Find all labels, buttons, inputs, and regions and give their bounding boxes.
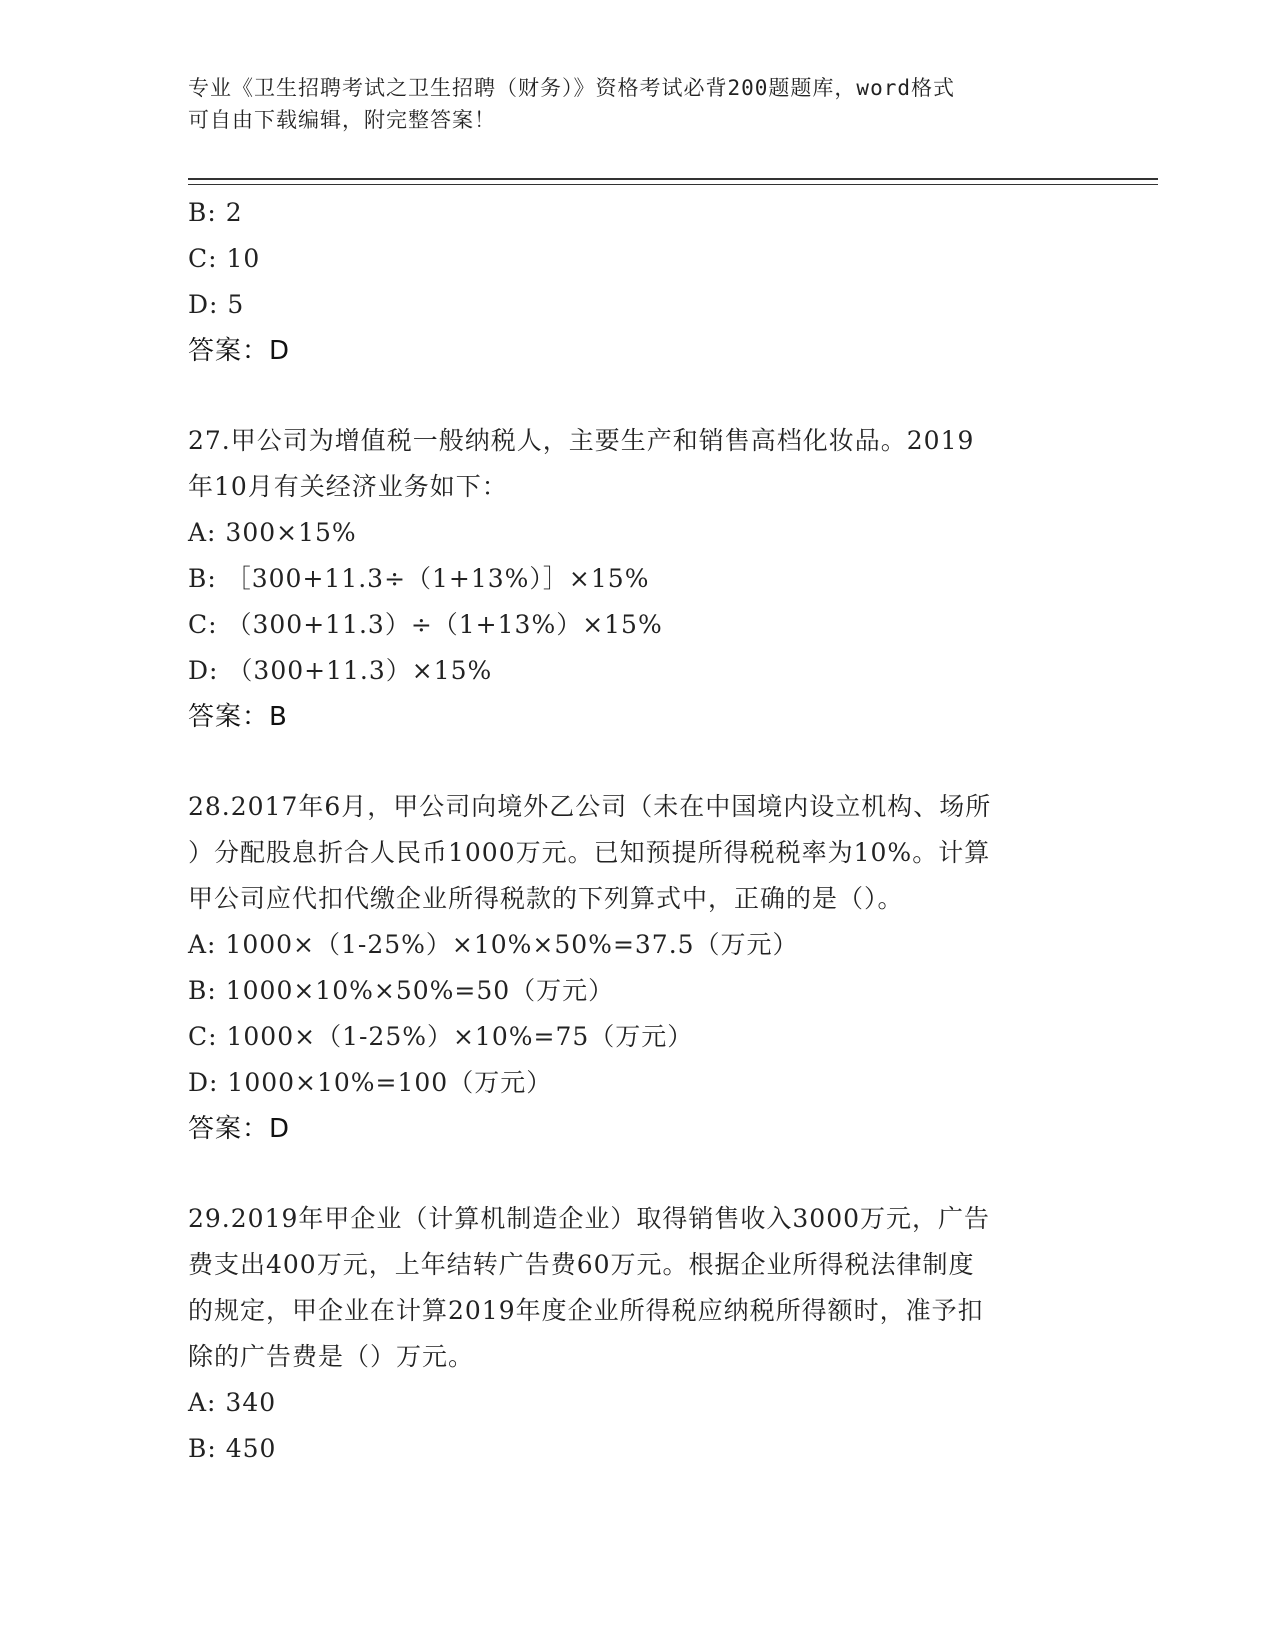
question-28-block <box>188 784 1088 1152</box>
question-text-line: 费支出400万元，上年结转广告费60万元。根据企业所得税法律制度 <box>188 1250 975 1279</box>
option-line: A: 340 <box>188 1388 277 1417</box>
answer-line: 答案：B <box>188 702 288 732</box>
option-line: D: 1000×10%=100（万元） <box>188 1068 553 1097</box>
document-header <box>188 72 1088 136</box>
option-line: B: ［300+11.3÷（1+13%）］×15% <box>188 564 650 593</box>
header-line-2: 可自由下载编辑，附完整答案！ <box>188 108 496 132</box>
question-text-line: 除的广告费是（）万元。 <box>188 1342 475 1371</box>
answer-line: 答案：D <box>188 1114 291 1144</box>
option-line: D: （300+11.3）×15% <box>188 656 493 685</box>
question-29-block <box>188 1196 1088 1472</box>
option-line: A: 300×15% <box>188 518 357 547</box>
option-line: C: 10 <box>188 244 261 273</box>
option-line: C: （300+11.3）÷（1+13%）×15% <box>188 610 663 639</box>
question-text-line: 28.2017年6月，甲公司向境外乙公司（未在中国境内设立机构、场所 <box>188 792 992 821</box>
option-line: B: 450 <box>188 1434 277 1463</box>
question-text-line: 27.甲公司为增值税一般纳税人，主要生产和销售高档化妆品。2019 <box>188 426 975 455</box>
question-text-line: ）分配股息折合人民币1000万元。已知预提所得税税率为10%。计算 <box>188 838 991 867</box>
question-text-line: 年10月有关经济业务如下： <box>188 472 508 501</box>
question-text-line: 的规定，甲企业在计算2019年度企业所得税应纳税所得额时，准予扣 <box>188 1296 984 1325</box>
spacer <box>188 740 1088 784</box>
spacer <box>188 374 1088 418</box>
option-line: B: 1000×10%×50%=50（万元） <box>188 976 615 1005</box>
spacer <box>188 1152 1088 1196</box>
option-line: B: 2 <box>188 198 243 227</box>
question-text-line: 甲公司应代扣代缴企业所得税款的下列算式中，正确的是（）。 <box>188 884 904 913</box>
question-27-block <box>188 418 1088 740</box>
answer-line: 答案：D <box>188 336 291 366</box>
header-line-1: 专业《卫生招聘考试之卫生招聘（财务）》资格考试必背200题题库，word格式 <box>188 76 955 100</box>
option-line: D: 5 <box>188 290 245 319</box>
header-divider-thick <box>188 178 1158 180</box>
question-text-line: 29.2019年甲企业（计算机制造企业）取得销售收入3000万元，广告 <box>188 1204 991 1233</box>
option-line: A: 1000×（1-25%）×10%×50%=37.5（万元） <box>188 930 799 959</box>
header-divider-thin <box>188 184 1158 185</box>
prev-question-block <box>188 190 1088 374</box>
option-line: C: 1000×（1-25%）×10%=75（万元） <box>188 1022 694 1051</box>
question-content <box>188 190 1088 1472</box>
